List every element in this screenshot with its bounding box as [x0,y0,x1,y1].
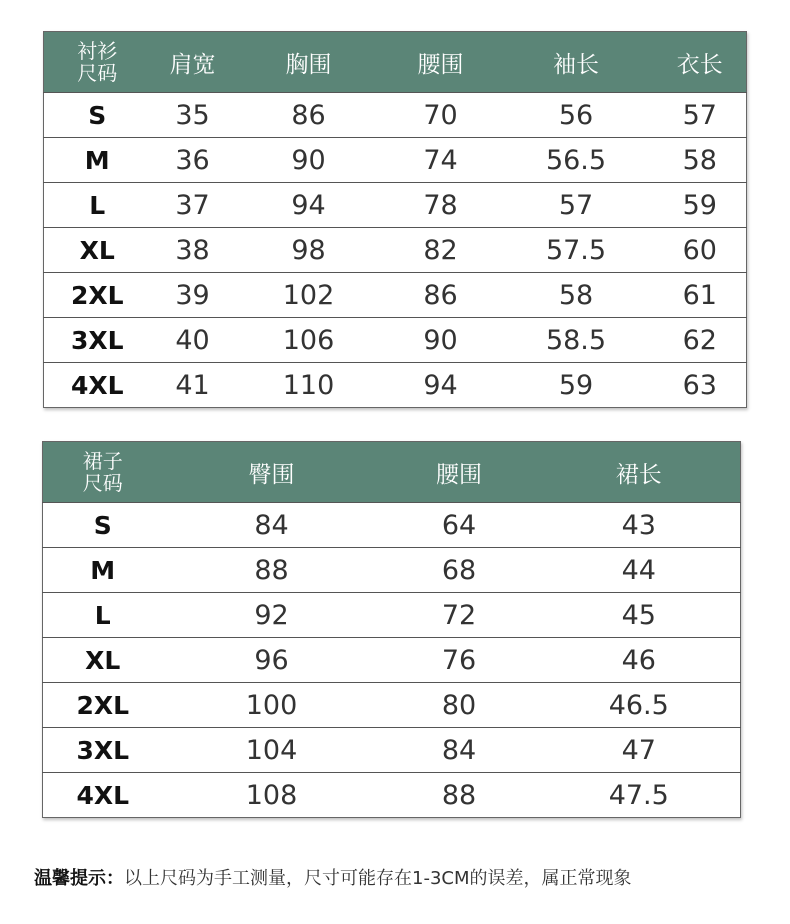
table-cell: 98 [235,228,383,273]
column-header: 衣长 [654,32,747,93]
table-cell: 78 [383,183,499,228]
size-label: XL [44,228,151,273]
warm-tip-note [34,864,632,890]
size-label: M [44,138,151,183]
table-cell: 90 [383,318,499,363]
note-text: 以上尺码为手工测量，尺寸可能存在1-3CM的误差，属正常现象 [124,868,632,889]
table-cell: 100 [163,683,381,728]
corner-line-2: 尺码 [82,471,123,495]
table-cell: 58 [499,273,654,318]
table-cell: 82 [383,228,499,273]
column-header: 肩宽 [151,32,235,93]
corner-line-1: 衬衫 [77,39,118,63]
table-cell: 92 [163,593,381,638]
table-cell: 36 [151,138,235,183]
table-cell: 57.5 [499,228,654,273]
table-cell: 76 [381,638,538,683]
table-cell: 47 [538,728,741,773]
table-cell: 110 [235,363,383,408]
table-cell: 88 [163,548,381,593]
table-cell: 88 [381,773,538,818]
table-cell: 94 [383,363,499,408]
size-label: 4XL [44,363,151,408]
table-cell: 74 [383,138,499,183]
table-cell: 104 [163,728,381,773]
skirt-size-table [42,441,741,818]
size-label: S [44,93,151,138]
table-row [43,503,741,548]
table-row [43,593,741,638]
table-row [44,228,747,273]
table-cell: 80 [381,683,538,728]
column-header: 裙长 [538,442,741,503]
table-row [44,138,747,183]
table-cell: 84 [381,728,538,773]
table-cell: 90 [235,138,383,183]
table-cell: 96 [163,638,381,683]
table-row [43,683,741,728]
table-cell: 68 [381,548,538,593]
table-cell: 44 [538,548,741,593]
table-cell: 63 [654,363,747,408]
column-header: 腰围 [381,442,538,503]
table-cell: 45 [538,593,741,638]
note-title: 温馨提示： [34,868,124,889]
table-cell: 41 [151,363,235,408]
size-label: 2XL [44,273,151,318]
column-header: 腰围 [383,32,499,93]
column-header: 臀围 [163,442,381,503]
table-cell: 37 [151,183,235,228]
table-cell: 39 [151,273,235,318]
table-header-row [43,442,741,503]
table-cell: 106 [235,318,383,363]
corner-header [44,32,151,93]
table-cell: 47.5 [538,773,741,818]
table-cell: 46 [538,638,741,683]
size-label: L [44,183,151,228]
size-label: S [43,503,163,548]
size-label: XL [43,638,163,683]
table-cell: 56.5 [499,138,654,183]
table-cell: 59 [654,183,747,228]
table-cell: 59 [499,363,654,408]
size-label: L [43,593,163,638]
table-cell: 72 [381,593,538,638]
corner-line-1: 裙子 [82,449,123,473]
table-cell: 62 [654,318,747,363]
shirt-size-table [43,31,747,408]
table-cell: 61 [654,273,747,318]
table-row [43,548,741,593]
table-cell: 102 [235,273,383,318]
table-cell: 94 [235,183,383,228]
table-cell: 35 [151,93,235,138]
table-row [44,183,747,228]
table-row [44,93,747,138]
table-cell: 58.5 [499,318,654,363]
table-cell: 60 [654,228,747,273]
size-label: 3XL [44,318,151,363]
table-row [44,273,747,318]
table-cell: 40 [151,318,235,363]
table-row [43,638,741,683]
table-row [43,773,741,818]
table-row [43,728,741,773]
table-cell: 84 [163,503,381,548]
corner-line-2: 尺码 [77,61,118,85]
table-cell: 43 [538,503,741,548]
table-cell: 86 [235,93,383,138]
size-label: 4XL [43,773,163,818]
table-cell: 56 [499,93,654,138]
size-label: M [43,548,163,593]
table-cell: 70 [383,93,499,138]
size-label: 2XL [43,683,163,728]
table-cell: 58 [654,138,747,183]
table-row [44,318,747,363]
column-header: 袖长 [499,32,654,93]
table-cell: 46.5 [538,683,741,728]
table-row [44,363,747,408]
table-cell: 57 [499,183,654,228]
table-cell: 108 [163,773,381,818]
table-header-row [44,32,747,93]
column-header: 胸围 [235,32,383,93]
corner-header [43,442,163,503]
table-cell: 86 [383,273,499,318]
table-cell: 38 [151,228,235,273]
table-cell: 57 [654,93,747,138]
table-cell: 64 [381,503,538,548]
size-label: 3XL [43,728,163,773]
